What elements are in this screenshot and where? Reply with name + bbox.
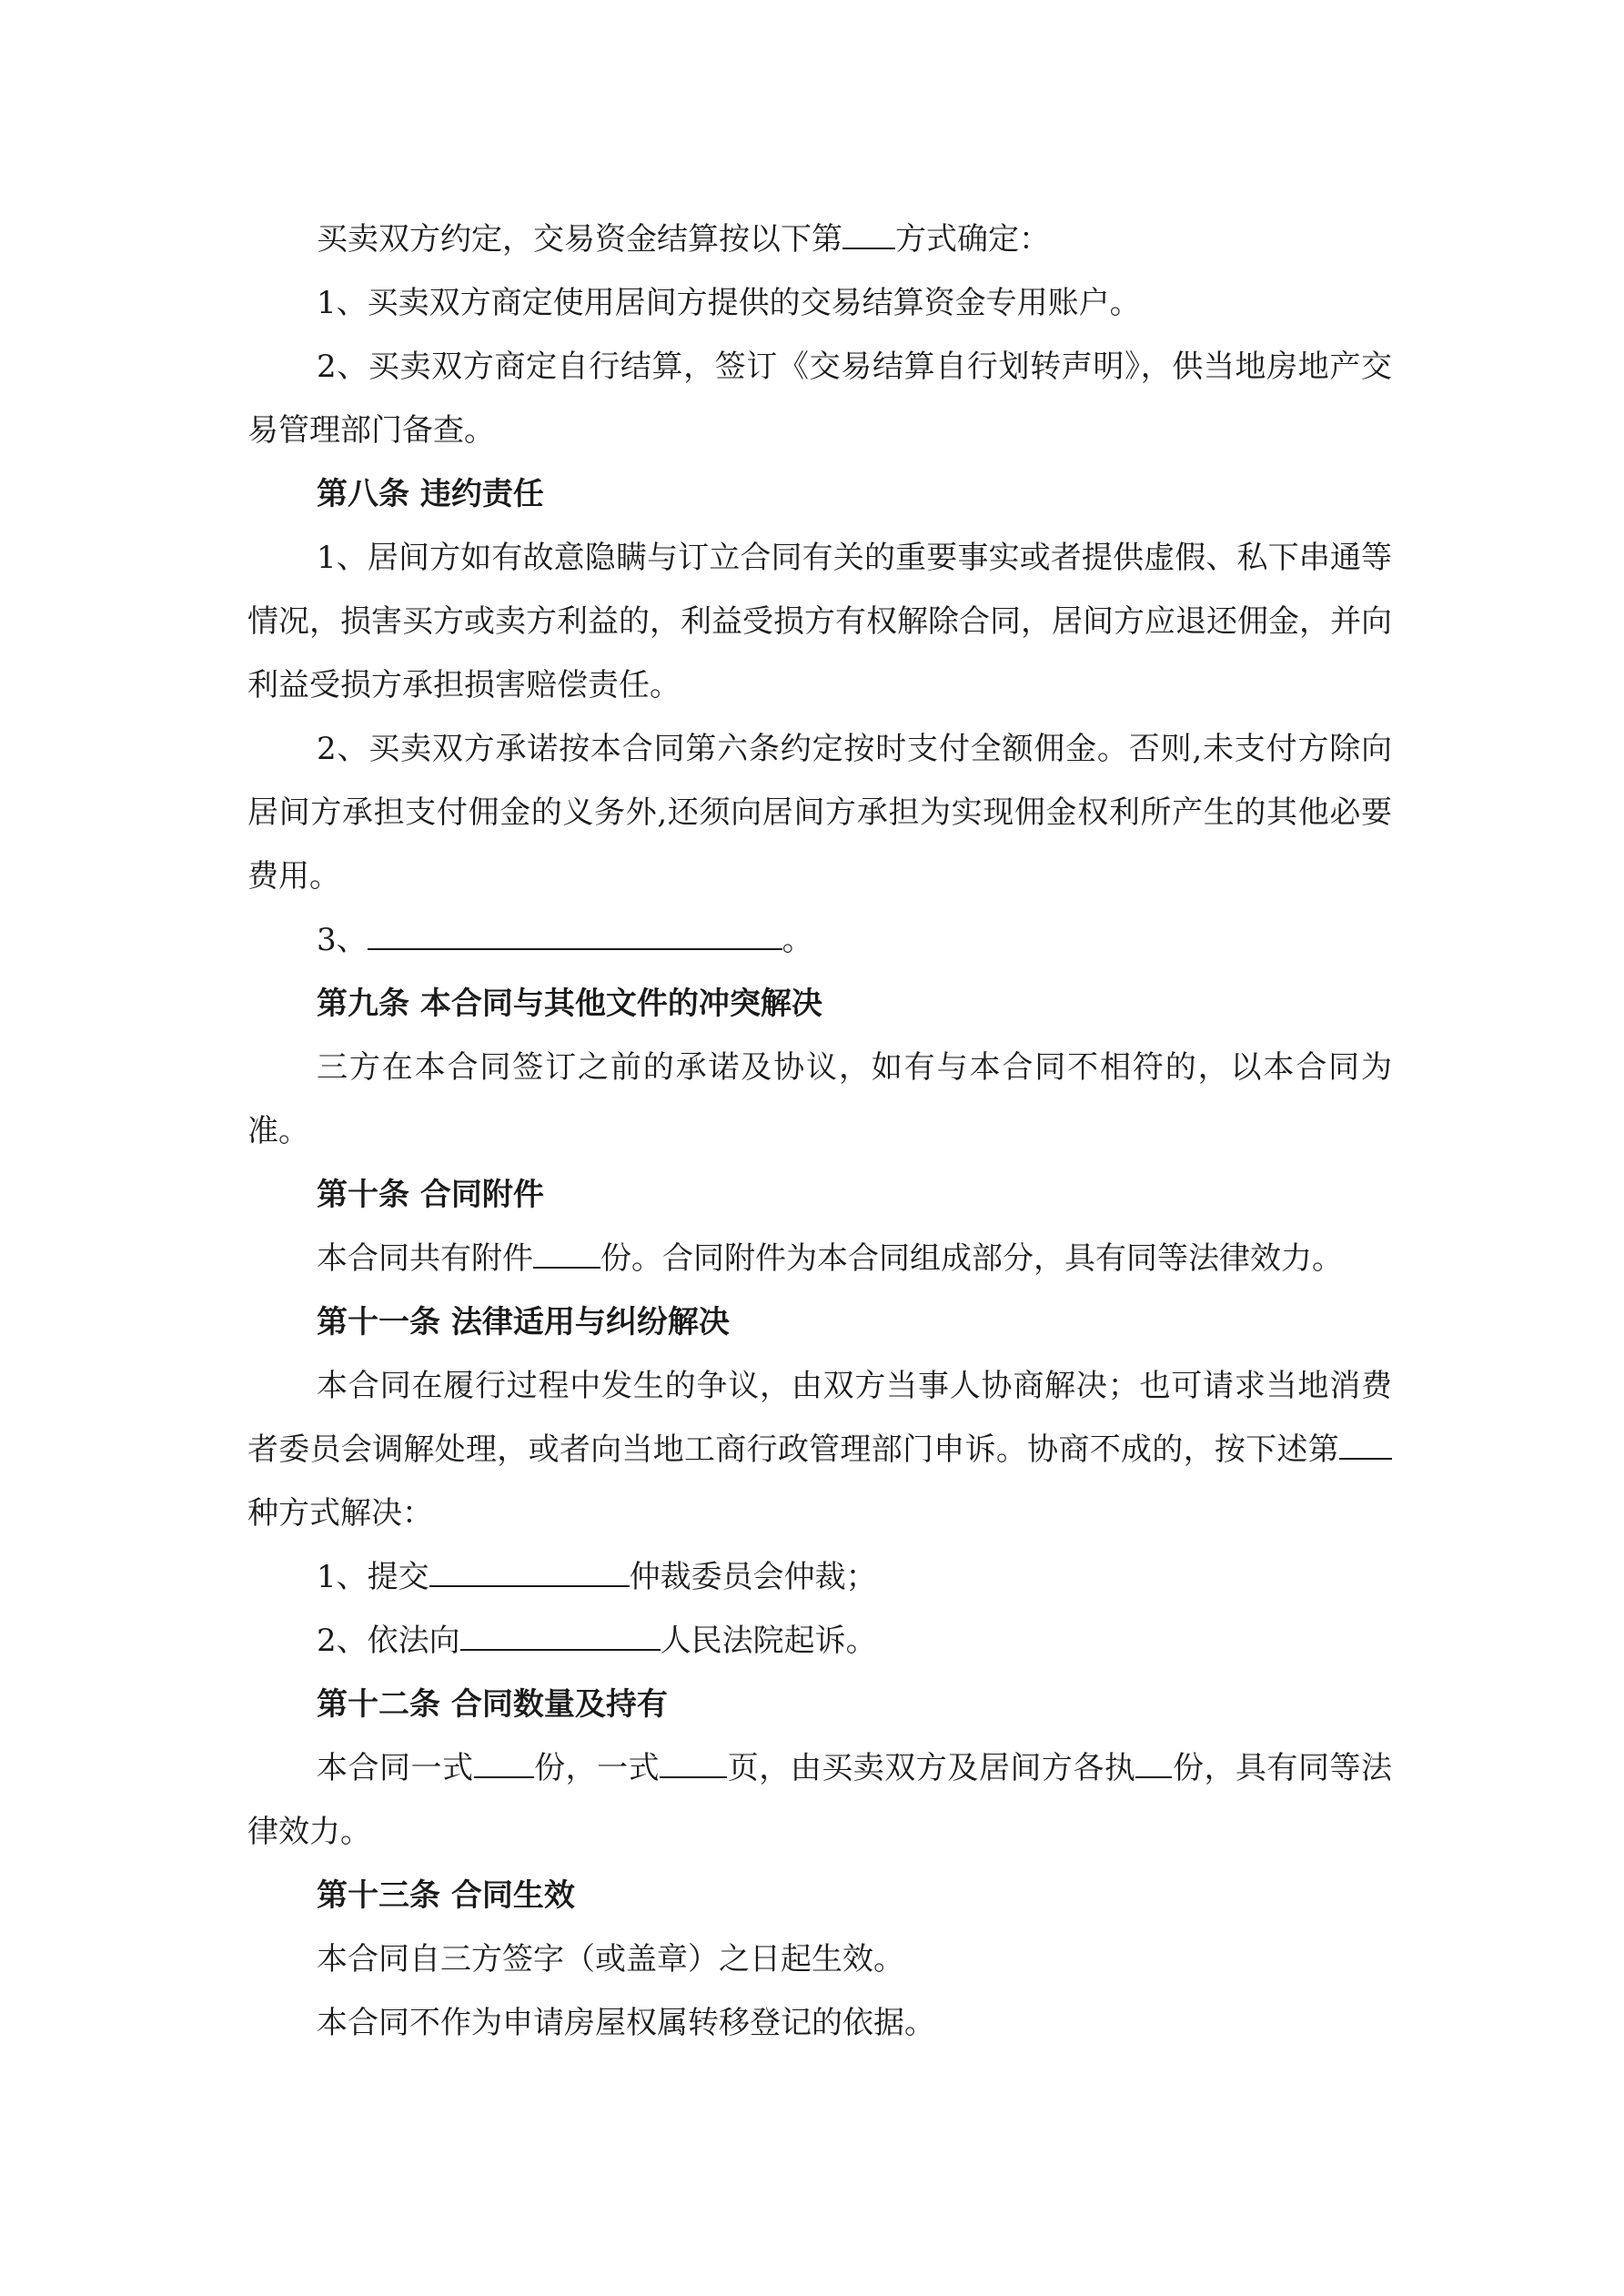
article-12-heading: 第十二条 合同数量及持有: [317, 1686, 668, 1723]
contract-body: [247, 207, 1392, 2055]
article-13-heading: 第十三条 合同生效: [317, 1877, 575, 1914]
article-8-clause-3: 3、 。: [317, 922, 813, 958]
article-13-text-2: 本合同不作为申请房屋权属转移登记的依据。: [317, 2005, 935, 2041]
article-8-heading: 第八条 违约责任: [317, 476, 544, 512]
court-name-blank[interactable]: [460, 1622, 661, 1651]
arbitration-option: 1、提交 仲裁委员会仲裁；: [317, 1559, 877, 1595]
settlement-option-1: 1、买卖双方商定使用居间方提供的交易结算资金专用账户。: [317, 285, 1141, 321]
page-count-blank[interactable]: [660, 1749, 727, 1778]
article-12-text: 本合同一式 份，一式 页，由买卖双方及居间方各执 份，具有同等法律效力。: [247, 1750, 1393, 1850]
arbitration-commission-blank[interactable]: [429, 1558, 630, 1587]
article-8-clause-2: 2、买卖双方承诺按本合同第六条约定按时支付全额佣金。否则,未支付方除向居间方承担支付佣金的义务外,还须向居间方承担为实现佣金权利所产生的其他必要费用。: [247, 731, 1392, 895]
article-8-clause-1: 1、居间方如有故意隐瞒与订立合同有关的重要事实或者提供虚假、私下串通等情况，损害买方或卖方利益的，利益受损方有权解除合同，居间方应退还佣金，并向利益受损方承担损害赔偿责任。: [247, 540, 1392, 703]
dispute-method-blank[interactable]: [1339, 1431, 1392, 1460]
clause-3-blank[interactable]: [368, 921, 782, 950]
article-10-text: 本合同共有附件 份。合同附件为本合同组成部分，具有同等法律效力。: [317, 1240, 1343, 1277]
article-11-heading: 第十一条 法律适用与纠纷解决: [317, 1304, 730, 1340]
litigation-option: 2、依法向 人民法院起诉。: [317, 1623, 877, 1659]
copies-count-blank[interactable]: [474, 1749, 534, 1778]
article-11-text: 本合同在履行过程中发生的争议，由双方当事人协商解决；也可请求当地消费者委员会调解处理，或者向当地工商行政管理部门申诉。协商不成的，按下述第种方式解决：: [247, 1368, 1392, 1532]
settlement-option-2: 2、买卖双方商定自行结算，签订《交易结算自行划转声明》，供当地房地产交易管理部门备查。: [247, 349, 1392, 449]
settlement-method-paragraph: 买卖双方约定，交易资金结算按以下第 方式确定：: [317, 221, 1050, 258]
settlement-option-blank[interactable]: [842, 220, 895, 249]
article-9-text: 三方在本合同签订之前的承诺及协议，如有与本合同不相符的，以本合同为准。: [247, 1049, 1392, 1149]
attachment-count-blank[interactable]: [533, 1239, 600, 1269]
article-13-text-1: 本合同自三方签字（或盖章）之日起生效。: [317, 1941, 904, 1977]
copies-each-blank[interactable]: [1135, 1749, 1172, 1778]
article-9-heading: 第九条 本合同与其他文件的冲突解决: [317, 986, 822, 1022]
article-10-heading: 第十条 合同附件: [317, 1177, 544, 1213]
